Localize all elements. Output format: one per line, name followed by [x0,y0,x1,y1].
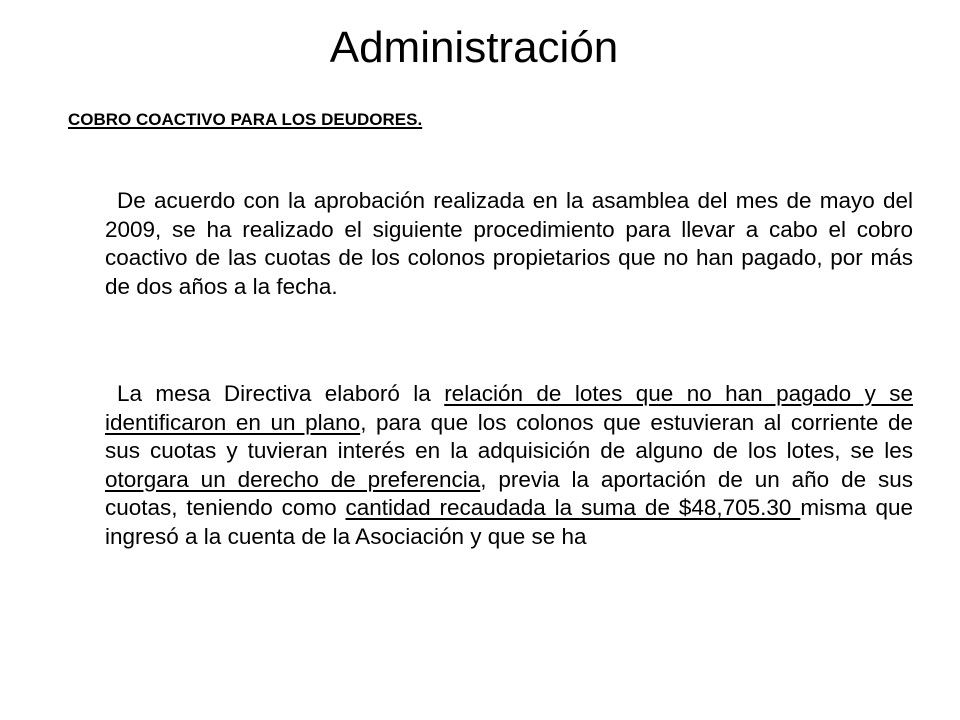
paragraph-segment: La mesa Directiva elaboró la [117,381,445,406]
paragraph-segment: , previa la aportación de un año de sus cuotas, teniendo como [105,466,913,520]
paragraph-segment: misma que ingresó a la cuenta de la Asociación y que se ha [105,495,913,549]
paragraph-directiva [105,380,913,551]
paragraph-approval: De acuerdo con la aprobación realizada en la asamblea del mes de mayo del 2009, se ha realizado el siguiente procedimiento para llevar a cabo el cobro coactivo de las cuotas de los colonos propietarios que no han pagado, por más de dos años a la fecha. [105,188,913,299]
underlined-preference-right: otorgara un derecho de preferencia [105,466,481,492]
underlined-lots-relation: relación de lotes que no han pagado y se identificaron en un plano [105,381,914,435]
underlined-amount-collected: cantidad recaudada la suma de $48,705.30 [345,495,801,520]
slide-title: Administración [329,23,619,72]
paragraph-segment: , para que los colonos que estuvieran al corriente de sus cuotas y tuvieran interés en la adquisición de alguno de los lotes, se les [105,409,913,463]
section-subtitle: COBRO COACTIVO PARA LOS DEUDORES. [68,110,423,129]
